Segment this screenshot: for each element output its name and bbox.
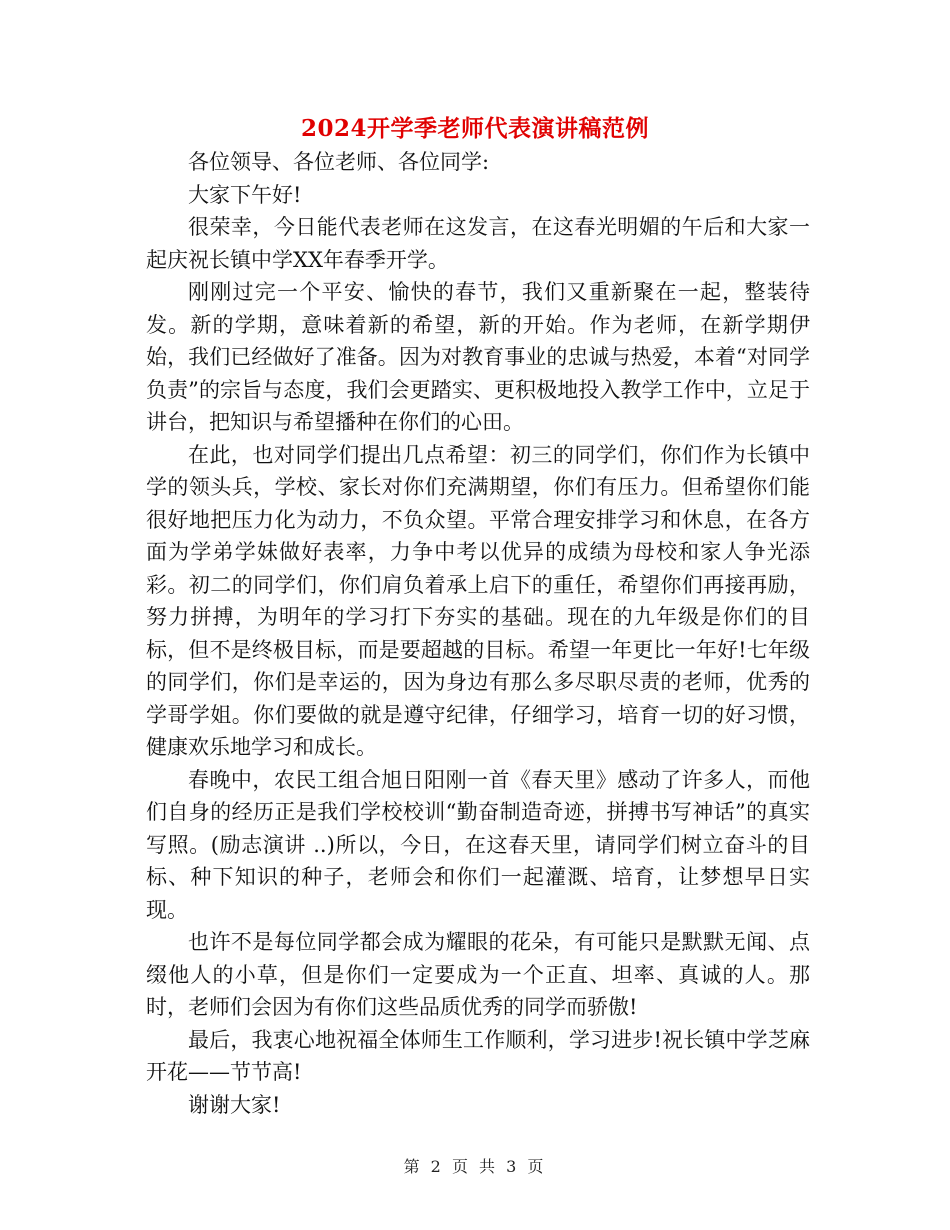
paragraph-blessing: 最后，我衷心地祝福全体师生工作顺利，学习进步!祝长镇中学芝麻开花——节节高! <box>146 1027 810 1084</box>
paragraph-thanks: 谢谢大家! <box>188 1092 281 1117</box>
paragraph-hopes: 在此，也对同学们提出几点希望：初三的同学们，你们作为长镇中学的领头兵，学校、家长对你们充满期望，你们有压力。但希望你们能很好地把压力化为动力，不负众望。平常合理安排学习和休息，在各方面为学弟学妹做好表率，力争中考以优异的成绩为母校和家人争光添彩。初二的同学们，你们肩负着承上启下的重任，希望你们再接再励，努力拼搏，为明年的学习打下夯实的基础。现在的九年级是你们的目标，但不是终极目标，而是要超越的目标。希望一年更比一年好!七年级的同学们，你们是幸运的，因为身边有那么多尽职尽责的老师，优秀的学哥学姐。你们要做的就是遵守纪律，仔细学习，培育一切的好习惯，健康欢乐地学习和成长。 <box>146 442 810 759</box>
paragraph-greeting: 大家下午好! <box>188 182 302 207</box>
paragraph-spring-gala: 春晚中，农民工组合旭日阳刚一首《春天里》感动了许多人，而他们自身的经历正是我们学校校训“勤奋制造奇迹，拼搏书写神话”的真实写照。(励志演讲 ..)所以，今日，在这春天里，请同学们树立奋斗的目标、种下知识的种子，老师会和你们一起灌溉、培育，让梦想早日实现。 <box>146 767 810 922</box>
document-title: 2024开学季老师代表演讲稿范例 <box>300 115 649 142</box>
document-body <box>146 146 810 1121</box>
paragraph-new-semester: 刚刚过完一个平安、愉快的春节，我们又重新聚在一起，整装待发。新的学期，意味着新的希望，新的开始。作为老师，在新学期伊始，我们已经做好了准备。因为对教育事业的忠诚与热爱，本着“对同学负责”的宗旨与态度，我们会更踏实、更积极地投入教学工作中，立足于讲台，把知识与希望播种在你们的心田。 <box>146 280 810 434</box>
paragraph-intro: 很荣幸，今日能代表老师在这发言，在这春光明媚的午后和大家一起庆祝长镇中学XX年春季开学。 <box>146 215 810 272</box>
paragraph-character: 也许不是每位同学都会成为耀眼的花朵，有可能只是默默无闻、点缀他人的小草，但是你们一定要成为一个正直、坦率、真诚的人。那时，老师们会因为有你们这些品质优秀的同学而骄傲! <box>146 930 810 1019</box>
paragraph-salutation: 各位领导、各位老师、各位同学: <box>188 150 490 174</box>
page-number-footer: 第 2 页 共 3 页 <box>403 1157 547 1176</box>
